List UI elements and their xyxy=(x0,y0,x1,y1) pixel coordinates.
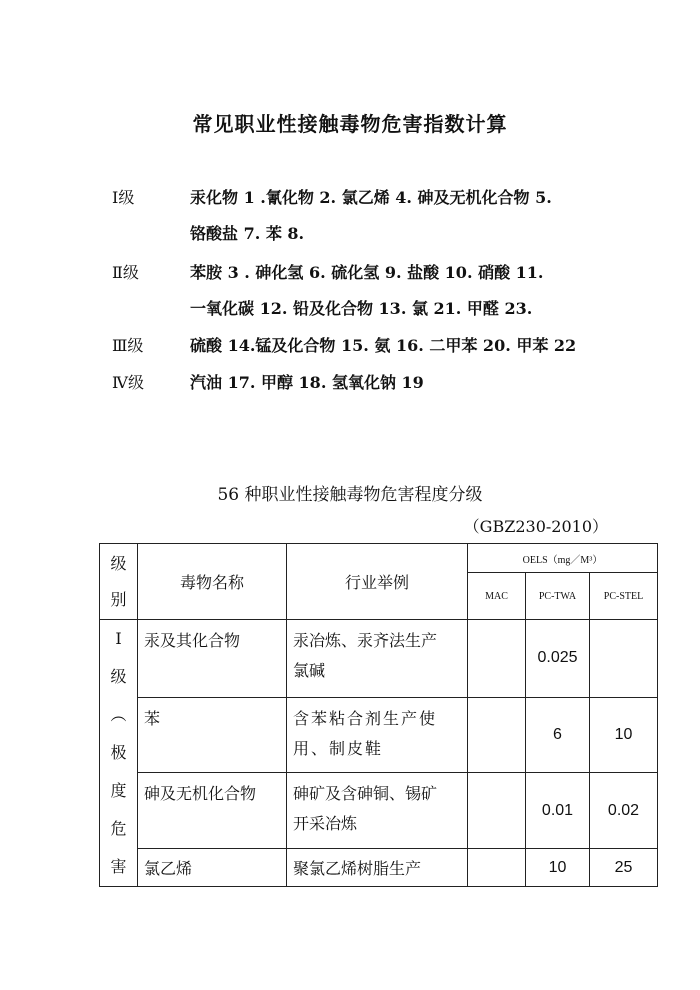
header-twa: PC-TWA xyxy=(526,573,590,620)
grade-char: 危 xyxy=(110,819,127,838)
header-grade-char: 别 xyxy=(110,589,127,609)
header-grade xyxy=(100,544,138,620)
industry-line: 用、制皮鞋 xyxy=(293,738,384,758)
standard-code: （GBZ230-2010） xyxy=(463,517,608,536)
cell-mac xyxy=(468,849,526,887)
industry-line: 氯碱 xyxy=(293,661,326,680)
cell-name: 苯 xyxy=(138,697,287,773)
grade-line: 汽油 17. 甲醇 18. 氢氧化钠 19 xyxy=(190,373,424,392)
industry-line: 聚氯乙烯树脂生产 xyxy=(293,859,422,879)
cell-industry xyxy=(287,773,468,849)
header-grade-char: 级 xyxy=(110,553,127,573)
cell-stel: 0.02 xyxy=(590,773,658,849)
cell-name: 氯乙烯 xyxy=(138,849,287,887)
cell-name: 砷及无机化合物 xyxy=(138,773,287,849)
grade-char: 度 xyxy=(110,781,127,800)
industry-line: 砷矿及含砷铜、锡矿 xyxy=(293,784,438,804)
cell-twa: 10 xyxy=(526,849,590,887)
grade-char: 害 xyxy=(110,857,127,876)
table-row xyxy=(100,773,658,849)
page-title: 常见职业性接触毒物危害指数计算 xyxy=(192,112,508,136)
grade-char: 极 xyxy=(110,743,127,762)
table-title: 56 种职业性接触毒物危害程度分级 xyxy=(217,485,483,505)
cell-twa: 6 xyxy=(526,697,590,773)
grade-label: Ⅱ级 xyxy=(112,263,139,282)
cell-name: 汞及其化合物 xyxy=(138,620,287,698)
grade-char: Ⅰ xyxy=(115,629,122,648)
grade-label: Ⅳ级 xyxy=(112,373,144,392)
cell-mac xyxy=(468,773,526,849)
grade-char: 级 xyxy=(110,667,127,686)
grade-line: 汞化物 1 .氰化物 2. 氯乙烯 4. 砷及无机化合物 5. xyxy=(190,188,552,207)
header-oels: OELS（mg／M³） xyxy=(468,544,658,573)
grade-char: ︵ xyxy=(110,705,127,724)
cell-twa: 0.025 xyxy=(526,620,590,698)
cell-industry xyxy=(287,697,468,773)
grade-line: 苯胺 3 . 砷化氢 6. 硫化氢 9. 盐酸 10. 硝酸 11. xyxy=(190,263,544,282)
header-industry: 行业举例 xyxy=(287,544,468,620)
table-row xyxy=(100,697,658,773)
header-mac: MAC xyxy=(468,573,526,620)
cell-industry xyxy=(287,849,468,887)
grade-label: Ⅲ级 xyxy=(112,336,144,355)
cell-mac xyxy=(468,697,526,773)
table-row xyxy=(100,620,658,698)
cell-industry xyxy=(287,620,468,698)
cell-stel: 25 xyxy=(590,849,658,887)
grade-line: 铬酸盐 7. 苯 8. xyxy=(190,224,305,243)
grade-cell xyxy=(100,620,138,887)
header-stel: PC-STEL xyxy=(590,573,658,620)
industry-line: 开采冶炼 xyxy=(293,814,358,834)
grade-line: 硫酸 14.锰及化合物 15. 氨 16. 二甲苯 20. 甲苯 22 xyxy=(190,336,577,355)
cell-stel: 10 xyxy=(590,697,658,773)
industry-line: 汞冶炼、汞齐法生产 xyxy=(293,631,438,650)
cell-twa: 0.01 xyxy=(526,773,590,849)
table-row xyxy=(100,849,658,887)
industry-line: 含苯粘合剂生产使 xyxy=(293,708,438,728)
grade-line: 一氧化碳 12. 铅及化合物 13. 氯 21. 甲醛 23. xyxy=(190,299,533,318)
cell-mac xyxy=(468,620,526,698)
header-name: 毒物名称 xyxy=(138,544,287,620)
toxicity-table xyxy=(99,543,658,887)
cell-stel xyxy=(590,620,658,698)
grade-label: Ⅰ级 xyxy=(112,188,135,207)
